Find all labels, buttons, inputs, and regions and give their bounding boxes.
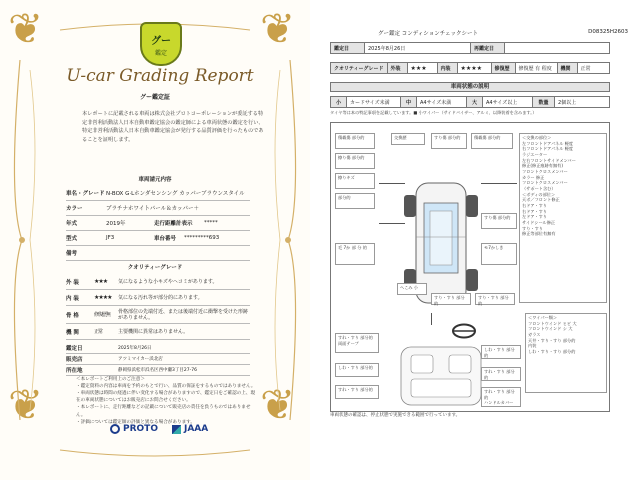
connector-line (379, 223, 405, 224)
legend-value: 2個以上 (555, 97, 610, 108)
callout-left-1: 擦りキズ (335, 173, 375, 189)
connector-line (379, 183, 405, 184)
vehicle-value: ***** (204, 220, 218, 226)
note-line: ・評価については鑑定師の評価と異なる場合があります。 (76, 419, 195, 425)
cell-label: 再鑑定日 (471, 43, 505, 54)
condition-title: 車両状態の説明 (330, 82, 610, 92)
issuance-label: 販売店 (66, 357, 83, 363)
jaaa-logo-icon (172, 425, 181, 434)
grade-label: 機 関 (66, 329, 79, 336)
callout-interior-1: すれ・すり 部分的 両面テープ (335, 333, 379, 353)
grade-desc: 骨格部位の先端付近、または後端付近に衝撃を受けた形跡がありません。 (118, 308, 249, 321)
issuance-row-address (66, 365, 250, 376)
callout-front-left: 擦り傷 部分的 (335, 153, 375, 169)
connector-line (431, 313, 432, 325)
callout-interior-4: しわ・すり 部分的 (481, 345, 521, 359)
callout-rear-1: へこみ 小 (397, 283, 427, 295)
grade-label: 骨 格 (66, 312, 79, 319)
callout-rear-2: すり・すり 部分的 (431, 293, 471, 305)
legend-value: A4サイズ未満 (417, 97, 467, 108)
vehicle-label: カラー (66, 206, 83, 212)
wiper-glass-list: ＜ワイパー類＞ フロントウインド ヒビ 大 フロントウインド シ 大 ガラス 天井・すり・すり 部分的 内装 しわ・すり・すり 部分的 (525, 313, 607, 393)
replaced-parts-list: ＜交換の部位＞ 左フロントドアパネル 軽度 右フロントドアパネル 軽度 ラジエーター 左右フロントサイドメンバー 修正(修正痕跡有無有) フロントクロスメンバー カラー 修正 フロントクロスメンバー （サポート含む） ＜ボディの部位＞ 天ボ／フロント修正 右ドア・すり 右ドア・すり 左ドア・すり サイドシール修正 すり・すり 修正等部位有無有 (519, 133, 607, 303)
cell-value: 正常 (577, 63, 609, 74)
note-line: ・本レポートに、走行距離などの記載について販売店の責任を負うものではありません。 (76, 405, 251, 418)
vehicle-value: *********693 (184, 235, 220, 241)
vehicle-row-name (66, 186, 250, 201)
grade-row-engine (66, 324, 250, 340)
certificate-intro: 本レポートに記載される車両は株式会社プロトコーポレーションが委託する特定非営利活動法人日本自動車鑑定協会の鑑定師による車両状態の鑑定を行い、特定非営利活動法人日本自動車鑑定協会が発行する品質評価を行ったものであることを証明します。 (82, 111, 264, 143)
callout-interior-3: すれ・すり 部分的 (335, 385, 379, 399)
vehicle-row-year (66, 216, 250, 231)
steering-wheel-icon (451, 323, 477, 339)
grade-mark: 正常 (94, 329, 103, 335)
note-line: ・鑑定資料の内容は車両を予約のもとで行い、品質の保証をするものではありません。 (76, 384, 256, 390)
issuance-label: 所在地 (66, 368, 83, 374)
sheet-date-row (330, 42, 610, 54)
badge-line1: グー (151, 35, 171, 47)
badge-line2: 鑑定 (154, 49, 167, 57)
issuance-value: 静岡県浜松市浜名区西中瀬3丁目27-76 (118, 368, 197, 373)
callout-rear-3: すり・すり 部分的 (475, 293, 515, 305)
vehicle-value: プラチナホワイトパール＆カッパー＋ (106, 206, 200, 212)
issuance-value: アツミマイカー浜北店 (118, 357, 163, 362)
sheet-title: グー鑑定 コンディションチェックシート (378, 31, 479, 37)
sheet-bottom-note: 車両状態の確認は、停止状態で実施できる範囲で行っています。 (330, 413, 461, 418)
cell-label: 鑑定日 (331, 43, 365, 54)
ornament-top-left: ❦ (8, 4, 44, 53)
cell-label: 内装 (437, 63, 457, 74)
legend-key: 数量 (533, 97, 555, 108)
callout-interior-2: しわ・すり 部分的 (335, 363, 379, 377)
jaaa-logo (172, 424, 208, 434)
issuance-row-dealer (66, 354, 250, 365)
grade-mark: ★★★★ (94, 294, 112, 301)
grade-row-exterior (66, 274, 250, 290)
legend-key: 中 (401, 97, 417, 108)
grade-desc: 気になるような小キズやヘコミがあります。 (118, 278, 218, 285)
cell-value (505, 43, 610, 54)
note-line: ＜本レポートご利用上のご注意＞ (76, 377, 145, 382)
vehicle-damage-diagram (330, 122, 610, 412)
grade-label: 内 装 (66, 295, 79, 302)
legend-note: タイヤ等は本の特記事項を記載しています。■ 小ワイパー（サイドバイザー、アルミ、以降装着を含みます。） (330, 110, 537, 115)
grade-desc: 気になる汚れ等が部分的にあります。 (118, 294, 203, 301)
callout-right-2: モ7かしき (481, 243, 517, 265)
logos (110, 424, 230, 434)
vehicle-row-color (66, 201, 250, 216)
issuance-row-date (66, 343, 250, 354)
callout-left-2: 部分的 (335, 193, 375, 209)
grade-section-title: クオリティーグレード (127, 265, 183, 271)
grade-desc: 主要機関に異常はありません。 (118, 328, 189, 335)
ornament-top-right: ❦ (260, 4, 296, 53)
issuance-label: 鑑定日 (66, 346, 83, 352)
vehicle-value: JF3 (106, 235, 115, 241)
jaaa-logo-text: JAAA (183, 424, 209, 434)
proto-logo (110, 424, 158, 434)
vehicle-row-remarks (66, 246, 250, 261)
cell-label: 修復歴 (491, 63, 515, 74)
grade-mark: 修復歴無 (94, 312, 111, 318)
proto-logo-text: PROTO (123, 424, 158, 434)
cell-value: 修復歴 有 程度 (515, 63, 557, 74)
legend-value: カードサイズ未満 (347, 97, 401, 108)
legend-value: A4サイズ以上 (483, 97, 533, 108)
cell-value: ★★★ (407, 63, 437, 74)
cell-value: 2025年8月26日 (365, 43, 471, 54)
grade-row-interior (66, 290, 250, 306)
vehicle-label: 年式 (66, 221, 78, 227)
grade-mark: ★★★ (94, 278, 108, 285)
vehicle-label: 車台番号 (154, 236, 177, 242)
callout-right-1: すり傷 部分的 (481, 213, 517, 229)
usage-notes (76, 376, 256, 426)
cell-value: ★★★★ (457, 63, 491, 74)
grade-label: 外 装 (66, 279, 79, 286)
callout-interior-5: すれ・すり 部分的 (481, 367, 521, 381)
callout-front-left-top: 積載傷 部分的 (335, 133, 375, 149)
vehicle-label: 走行距離計表示 (154, 221, 193, 227)
ornament-bottom-right: ❦ (260, 380, 296, 429)
proto-logo-icon (110, 424, 120, 434)
vehicle-section-title: 車両請元内容 (138, 177, 172, 183)
note-line: ・車両状態は時間の経過に伴い変化する場合がありますので、鑑定日をご確認の上、現在の車両状態についてはお販売店にお問合せください。 (76, 391, 256, 404)
vehicle-value: N-BOX G·Lホンダセンシング カッパーブラウンスタイル (106, 191, 245, 197)
certificate-title: グー鑑定証 (139, 94, 170, 101)
legend-key: 大 (467, 97, 483, 108)
cell-label: 機関 (557, 63, 577, 74)
callout-front-right-1: すり傷 部分的 (431, 133, 467, 149)
document-id: D08325H2603 (588, 29, 628, 35)
vehicle-label: 備考 (66, 251, 78, 257)
cell-label: 外装 (387, 63, 407, 74)
callout-front-right-2: 積載傷 部分的 (471, 133, 513, 149)
vehicle-value: 2019年 (106, 221, 126, 227)
condition-check-sheet (318, 26, 630, 446)
size-legend (330, 96, 610, 108)
issuance-value: 2025年8月26日 (118, 346, 152, 351)
vehicle-row-model (66, 231, 250, 246)
cell-label: クオリティーグレード (331, 63, 388, 74)
vehicle-label: 車名・グレード (66, 191, 105, 197)
vehicle-label: 型式 (66, 236, 78, 242)
callout-interior-6: すれ・すり 部分的 ハンドルカバー (481, 387, 521, 407)
ornament-bottom-left: ❦ (8, 380, 44, 429)
car-interior-illustration (391, 343, 491, 409)
callout-front-center: 交換歴 (391, 133, 425, 145)
grade-row-frame (66, 306, 250, 324)
certificate-title-en: U-car Grading Report (66, 66, 254, 86)
goo-kantei-badge (140, 22, 182, 66)
callout-left-3: 毛 7か 部 分 的 (335, 243, 375, 265)
sheet-grade-row (330, 62, 610, 74)
legend-key: 小 (331, 97, 347, 108)
grading-certificate (0, 0, 310, 480)
connector-line (481, 183, 517, 184)
